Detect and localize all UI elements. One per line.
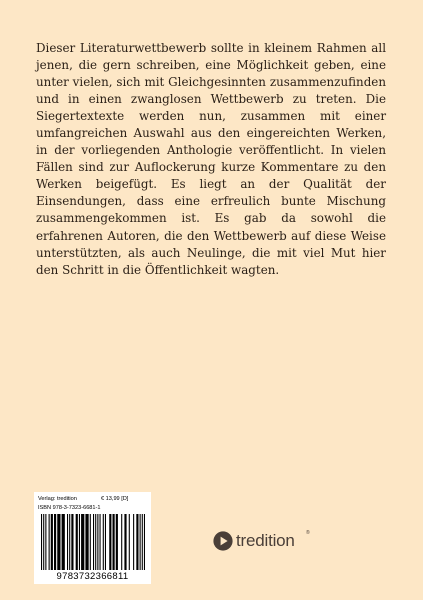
- barcode-bar: [57, 514, 60, 570]
- barcode-bar: [69, 514, 70, 570]
- barcode-bar: [62, 514, 65, 570]
- registered-mark: ®: [306, 530, 310, 536]
- barcode-bar: [81, 514, 84, 570]
- barcode-bar: [67, 514, 68, 570]
- barcode-bar: [121, 514, 122, 570]
- blurb-text: Dieser Literaturwettbewerb sollte in kleinem Rahmen all jenen, die gern schreiben, eine Möglichkeit geben, eine unter vielen, sich mit Gleichgesinnten zusammenzufinden und in einen zwanglosen Wettbewerb zu treten. Die Siegertextexte werden nun, zusammen mit einer umfangreichen Auswahl aus den eingereichten Werken, in der vorliegenden Anthologie veröffentlicht. In vielen Fällen sind zur Auflockerung kurze Kommentare zu den Werken beigefügt. Es liegt an der Qualität der Einsendungen, dass eine erfreulich bunte Mischung zusammengekommen ist. Es gab da sowohl die erfahrenen Autoren, die den Wettbewerb auf diese Weise unterstützten, als auch Neulinge, die mit viel Mut hier den Schritt in die Öffentlichkeit wagten.: [36, 41, 386, 277]
- barcode-bar: [95, 514, 96, 570]
- barcode-bar: [103, 514, 104, 570]
- barcode-bar: [85, 514, 88, 570]
- barcode-bar: [43, 514, 44, 570]
- barcode-bar: [109, 514, 111, 570]
- publisher-line: Verlag: tredition: [38, 496, 77, 502]
- barcode-bar: [90, 514, 91, 570]
- isbn: ISBN 978-3-7323-6681-1: [38, 505, 101, 511]
- barcode-bar: [45, 514, 46, 570]
- publisher-name: tredition: [236, 531, 295, 550]
- barcode-digits: 9783732366811: [56, 571, 129, 582]
- tredition-play-logo-icon: [213, 531, 233, 551]
- barcode-bar: [79, 514, 80, 570]
- barcode-bar: [144, 514, 145, 570]
- price-row: [38, 496, 148, 503]
- barcode-bar: [113, 514, 115, 570]
- barcode-label: [34, 492, 151, 584]
- barcode-bar: [142, 514, 143, 570]
- barcode-bar: [116, 514, 118, 570]
- barcode-bar: [93, 514, 94, 570]
- barcode-bar: [100, 514, 101, 570]
- barcode-bar: [71, 514, 73, 570]
- barcode-bar: [97, 514, 98, 570]
- barcode-bar: [51, 514, 53, 570]
- barcode-bar: [129, 514, 130, 570]
- barcode-bar: [76, 514, 78, 570]
- barcode-bar: [140, 514, 141, 570]
- barcode-bar: [124, 514, 126, 570]
- barcode-bar: [49, 514, 50, 570]
- barcode-bar: [54, 514, 56, 570]
- price: € 13,99 [D]: [101, 496, 129, 502]
- barcode-bar: [133, 514, 134, 570]
- barcode-bar: [136, 514, 138, 570]
- barcode-bar: [105, 514, 106, 570]
- barcode-bar: [41, 514, 42, 570]
- barcode-icon: [41, 514, 145, 570]
